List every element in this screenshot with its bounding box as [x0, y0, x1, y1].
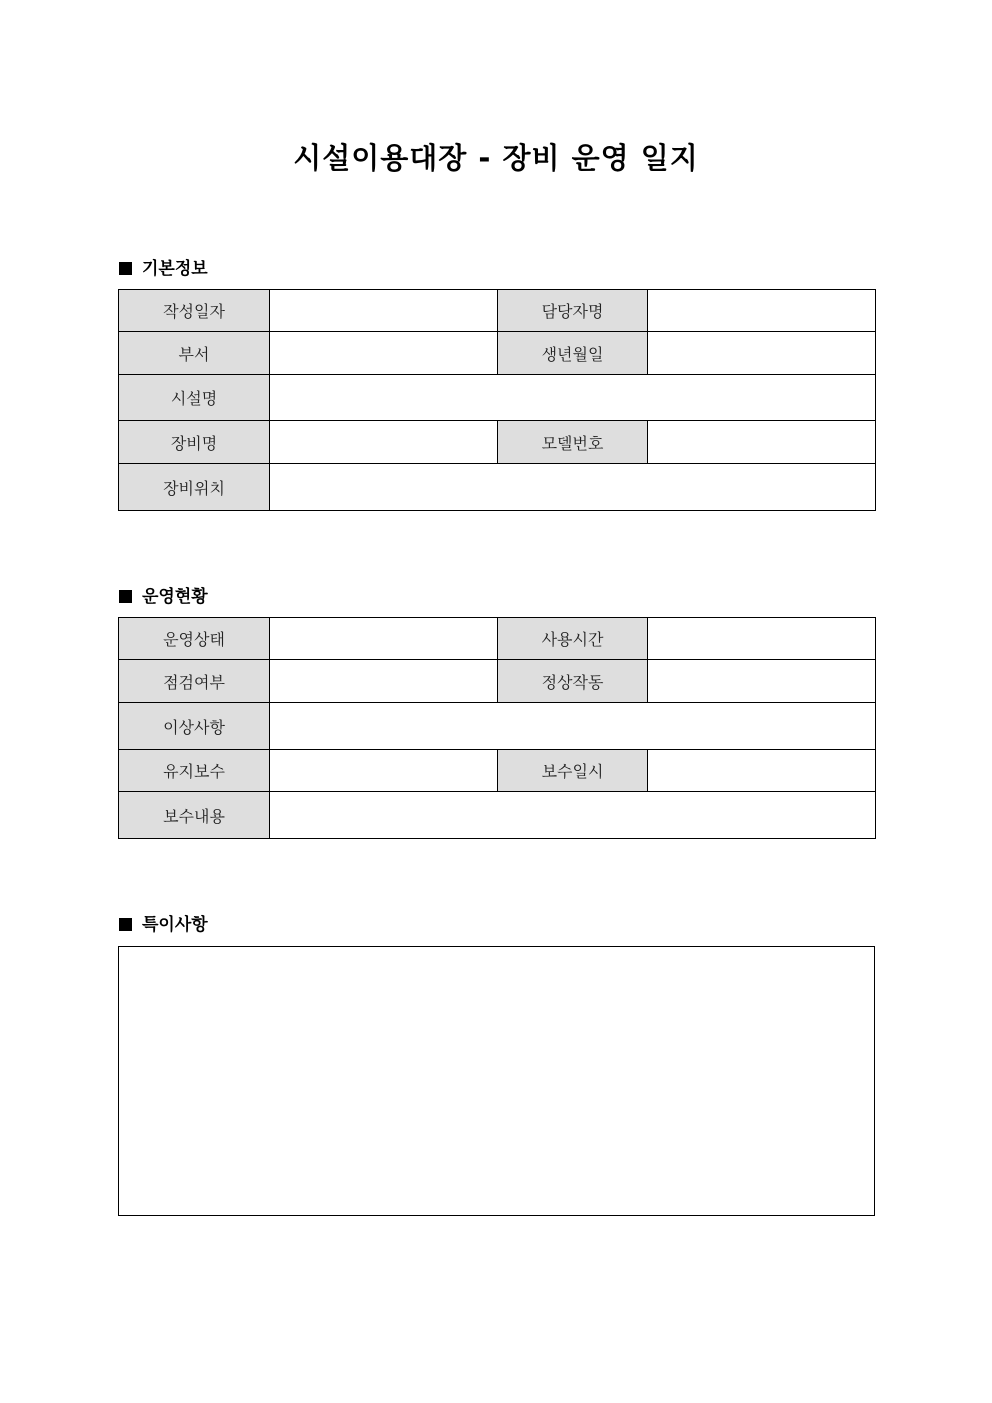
field-model[interactable]	[648, 421, 876, 464]
section-title: 기본정보	[142, 259, 208, 279]
label-hours: 사용시간	[498, 618, 648, 660]
notes-field[interactable]	[118, 946, 875, 1216]
field-location[interactable]	[270, 464, 876, 511]
field-maintdate[interactable]	[648, 750, 876, 792]
field-maint[interactable]	[270, 750, 498, 792]
square-bullet-icon	[119, 590, 132, 603]
label-facility: 시설명	[119, 375, 270, 421]
section-basic-heading	[119, 254, 208, 279]
label-maintdetail: 보수내용	[119, 792, 270, 839]
page-title: 시설이용대장 - 장비 운영 일지	[293, 141, 699, 175]
label-manager: 담당자명	[498, 290, 648, 332]
field-status[interactable]	[270, 618, 498, 660]
square-bullet-icon	[119, 918, 132, 931]
label-location: 장비위치	[119, 464, 270, 511]
field-normal[interactable]	[648, 660, 876, 703]
field-manager[interactable]	[648, 290, 876, 332]
ops-table	[118, 617, 876, 839]
section-title: 특이사항	[142, 915, 208, 935]
label-maint: 유지보수	[119, 750, 270, 792]
section-notes-heading	[119, 910, 208, 935]
field-inspect[interactable]	[270, 660, 498, 703]
label-equip: 장비명	[119, 421, 270, 464]
field-facility[interactable]	[270, 375, 876, 421]
field-equip[interactable]	[270, 421, 498, 464]
section-ops-heading	[119, 582, 208, 607]
section-title: 운영현황	[142, 587, 208, 607]
field-hours[interactable]	[648, 618, 876, 660]
field-dept[interactable]	[270, 332, 498, 375]
field-birth[interactable]	[648, 332, 876, 375]
basic-info-table	[118, 289, 876, 511]
label-status: 운영상태	[119, 618, 270, 660]
field-maintdetail[interactable]	[270, 792, 876, 839]
field-date[interactable]	[270, 290, 498, 332]
label-birth: 생년월일	[498, 332, 648, 375]
square-bullet-icon	[119, 262, 132, 275]
label-dept: 부서	[119, 332, 270, 375]
label-model: 모델번호	[498, 421, 648, 464]
label-inspect: 점검여부	[119, 660, 270, 703]
label-issues: 이상사항	[119, 703, 270, 750]
label-normal: 정상작동	[498, 660, 648, 703]
label-maintdate: 보수일시	[498, 750, 648, 792]
field-issues[interactable]	[270, 703, 876, 750]
label-date: 작성일자	[119, 290, 270, 332]
